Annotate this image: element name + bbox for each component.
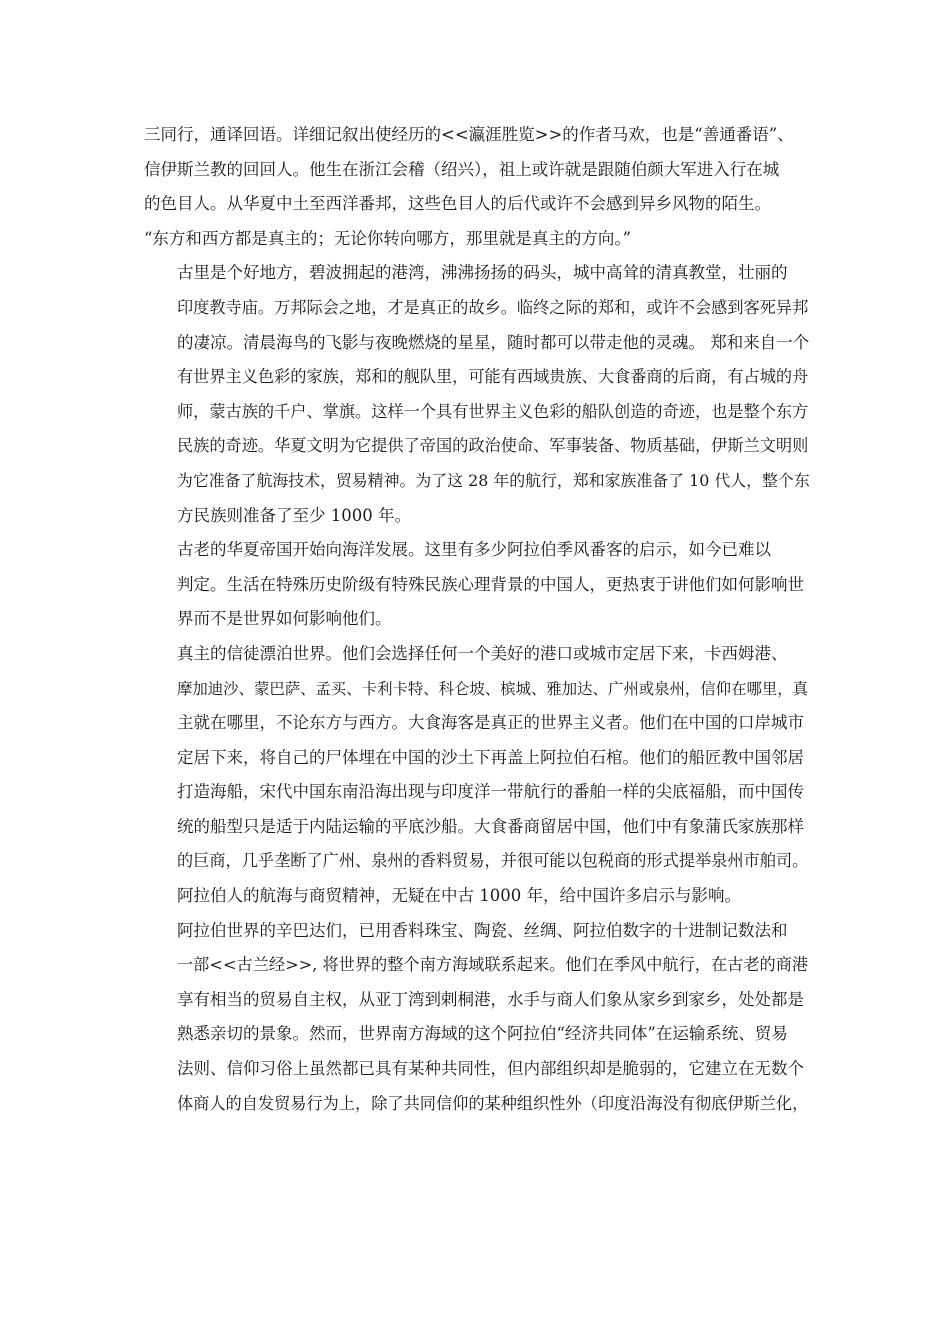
text-line: 信伊斯兰教的回回人。他生在浙江会稽（绍兴），祖上或许就是跟随伯颜大军进入行在城: [144, 159, 780, 179]
text-line: 阿拉伯世界的辛巴达们，已用香料珠宝、陶瓷、丝绸、阿拉伯数字的十进制记数法和: [177, 920, 788, 940]
text-line: 真主的信徒漂泊世界。他们会选择任何一个美好的港口或城市定居下来，卡西姆港、: [177, 643, 788, 663]
text-line: 摩加迪沙、蒙巴萨、孟买、卡利卡特、科仑坡、槟城、雅加达、广州或泉州，信仰在哪里，真: [177, 679, 809, 698]
text-line: 师，蒙古族的千户、掌旗。这样一个具有世界主义色彩的船队创造的奇迹，也是整个东方: [177, 401, 809, 421]
text-line: 三同行，通译回语。详细记叙出使经历的<<瀛涯胜览>>的作者马欢，也是“善通番语”、: [144, 125, 794, 144]
text-line: 为它准备了航海技术，贸易精神。为了这 28 年的航行，郑和家族准备了 10 代人，整个东: [177, 470, 810, 490]
text-line: 古里是个好地方，碧波拥起的港湾，沸沸扬扬的码头，城中高耸的清真教堂，壮丽的: [177, 263, 788, 283]
text-line: 的色目人。从华夏中土至西洋番邦，这些色目人的后代或许不会感到异乡风物的陌生。: [144, 194, 771, 214]
text-line: 判定。生活在特殊历史阶级有特殊民族心理背景的中国人，更热衷于讲他们如何影响世: [177, 574, 804, 594]
paragraph-3: [144, 533, 810, 637]
text-line: 阿拉伯人的航海与商贸精神，无疑在中古 1000 年，给中国许多启示与影响。: [177, 886, 741, 906]
text-line: 享有相当的贸易自主权，从亚丁湾到剌桐港，水手与商人们象从家乡到家乡，处处都是: [177, 989, 804, 1009]
text-line: 熟悉亲切的景象。然而，世界南方海域的这个阿拉伯“经济共同体”在运输系统、贸易: [177, 1024, 788, 1044]
text-line: 民族的奇迹。华夏文明为它提供了帝国的政治使命、军事装备、物质基础，伊斯兰文明则: [177, 436, 809, 456]
text-line: 法则、信仰习俗上虽然都已具有某种共同性，但内部组织却是脆弱的，它建立在无数个: [177, 1059, 804, 1079]
text-line: 方民族则准备了至少 1000 年。: [177, 505, 411, 525]
text-line: 主就在哪里，不论东方与西方。大食海客是真正的世界主义者。他们在中国的口岸城市: [177, 713, 804, 733]
paragraph-2: [144, 256, 810, 533]
text-line: 一部<<古兰经>>, 将世界的整个南方海域联系起来。他们在季风中航行，在古老的商港: [177, 955, 809, 975]
text-line: 的巨商，几乎垄断了广州、泉州的香料贸易，并很可能以包税商的形式提举泉州市舶司。: [177, 851, 809, 871]
text-line: 定居下来，将自己的尸体埋在中国的沙土下再盖上阿拉伯石棺。他们的船匠教中国邻居: [177, 747, 804, 767]
document-body: [144, 118, 810, 1121]
paragraph-1: [144, 118, 810, 256]
text-line: 界而不是世界如何影响他们。: [177, 609, 392, 629]
text-line: 印度教寺庙。万邦际会之地，才是真正的故乡。临终之际的郑和，或许不会感到客死异邦: [177, 297, 809, 317]
text-line: 打造海船，宋代中国东南沿海出现与印度洋一带航行的番舶一样的尖底福船，而中国传: [177, 782, 804, 802]
text-line: “东方和西方都是真主的；无论你转向哪方，那里就是真主的方向。”: [144, 228, 632, 248]
text-line: 的凄凉。清晨海鸟的飞影与夜晚燃烧的星星，随时都可以带走他的灵魂。 郑和来自一个: [177, 332, 810, 352]
text-line: 统的船型只是适于内陆运输的平底沙船。大食番商留居中国，他们中有象蒲氏家族那样: [177, 816, 804, 836]
text-line: 古老的华夏帝国开始向海洋发展。这里有多少阿拉伯季风番客的启示，如今已难以: [177, 540, 771, 560]
text-line: 体商人的自发贸易行为上，除了共同信仰的某种组织性外（印度沿海没有彻底伊斯兰化，: [177, 1093, 809, 1113]
paragraph-4: [144, 637, 810, 914]
text-line: 有世界主义色彩的家族，郑和的舰队里，可能有西域贵族、大食番商的后商，有占城的舟: [177, 367, 809, 387]
paragraph-5: [144, 914, 810, 1122]
